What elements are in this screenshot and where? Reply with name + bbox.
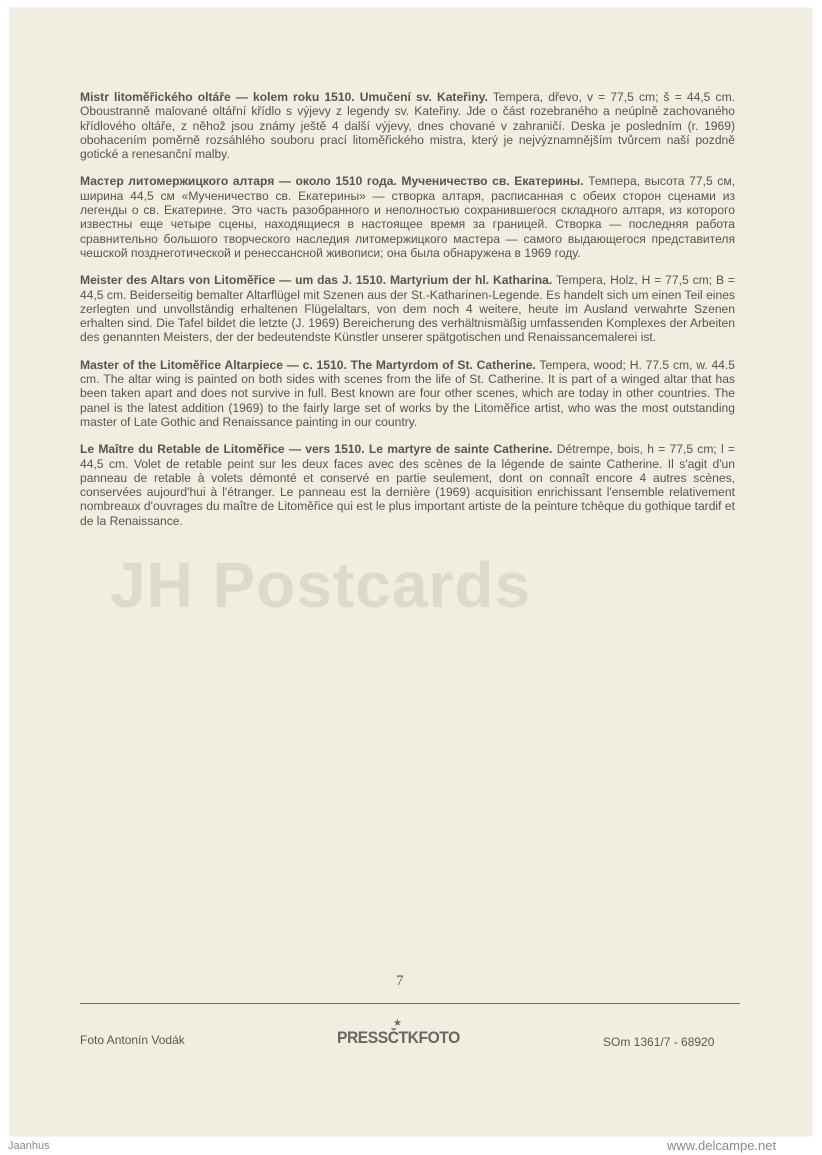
paragraph-english (80, 358, 735, 429)
paragraph-body: Tempera, wood; H. 77.5 cm, w. 44.5 cm. The altar wing is painted on both sides with scenes from the life of St. Catherine. It is part of a winged altar that has been taken apart and does not survive in full. Best known are four other scenes, which are today in other countries. The panel is the latest addition (1969) to the fairly large set of works by the Litoměřice artist, who was the most outstanding master of Late Gothic and Renaissance painting in our country. (80, 357, 735, 429)
paragraph-french (80, 442, 735, 528)
paragraph-lead: Master of the Litoměřice Altarpiece — c. 1510. The Martyrdom of St. Catherine. (80, 357, 536, 372)
watermark: JH Postcards (110, 549, 532, 621)
description-text (80, 90, 735, 541)
site-watermark: www.delcampe.net (667, 1138, 777, 1153)
page-number: 7 (396, 973, 404, 989)
catalog-code: SOm 1361/7 - 68920 (603, 1035, 715, 1049)
paragraph-body: Темпера, высота 77,5 см, ширина 44,5 см «Мученичество св. Екатерины» — створка алтаря, расписанная с обеих сторон сценами из легенды о св. Екатерине. Это часть разобранного и неполностью сохранившегося складного алтаря, из которого известны еще четыре сцены, находящиеся в настоящее время за границей. Створка — последняя работа сравнительно большого творческого наследия литомержицкого мастера — самого выдающегося представителя чешской позднеготической и ренессансной живописи; она была обнаружена в 1969 году. (80, 174, 735, 260)
paragraph-body: Tempera, Holz, H = 77,5 cm; B = 44,5 cm. Beiderseitig bemalter Altarflügel mit Szenen aus der St.-Katharinen-Legende. Es handelt sich um einen Teil eines zerlegten und unvollständig erhaltenen Flügelaltars, von dem noch 4 weitere, heute im Ausland verwahrte Szenen erhalten sind. Die Tafel bildet die letzte (J. 1969) Bereicherung des verhältnismäßig umfassenden Komplexes der Arbeiten des genannten Meisters, der der bedeutendste Künstler unserer spätgotischen und Renaissancemalerei ist. (80, 273, 735, 345)
photo-credit: Foto Antonín Vodák (80, 1033, 185, 1047)
paragraph-lead: Мастер литомержицкого алтаря — около 1510 года. Мученичество св. Екатерины. (80, 174, 584, 189)
paragraph-lead: Mistr litoměřického oltáře — kolem roku 1510. Umučení sv. Kateřiny. (80, 90, 488, 104)
paragraph-body: Tempera, dřevo, v = 77,5 cm; š = 44,5 cm. Oboustranně malované oltářní křídlo s výjevy z legendy sv. Kateřiny. Jde o část rozebraného a neúplně zachovaného křídlového oltáře, z něhož jsou známy ještě 4 další výjevy, dnes chované v zahraničí. Deska je posledním (r. 1969) obohacením poměrně rozsáhlého souboru prací litoměřického mistra, který je nejvýznamnějším tvůrcem naší pozdně gotické a renesanční malby. (80, 90, 735, 162)
paragraph-lead: Le Maître du Retable de Litoměřice — vers 1510. Le martyre de sainte Catherine. (80, 442, 553, 457)
paragraph-body: Détrempe, bois, h = 77,5 cm; l = 44,5 cm. Volet de retable peint sur les deux faces avec des scènes de la légende de sainte Catherine. Il s'agit d'un panneau de retable à volets démonté et conservé en partie seulement, dont on connaît encore 4 autres scènes, conservées aujourd'hui à l'étranger. Le panneau est la dernière (1969) acquisition enrichissant l'ensemble relativement nombreaux d'ouvrages du maître de Litoměřice qui est le plus important artiste de la peinture tchèque du gothique tardif et de la Renaissance. (80, 442, 735, 528)
press-foto-logo (337, 1020, 467, 1054)
logo-text: PRESSČTKFOTO (337, 1028, 460, 1047)
footer-divider (80, 1003, 740, 1004)
star-icon: ★ (393, 1018, 402, 1029)
paragraph-czech (80, 90, 735, 161)
paragraph-german (80, 273, 735, 344)
seller-name: Jaanhus (8, 1140, 50, 1152)
paragraph-lead: Meister des Altars von Litoměřice — um das J. 1510. Martyrium der hl. Katharina. (80, 273, 553, 288)
paragraph-russian (80, 174, 735, 260)
